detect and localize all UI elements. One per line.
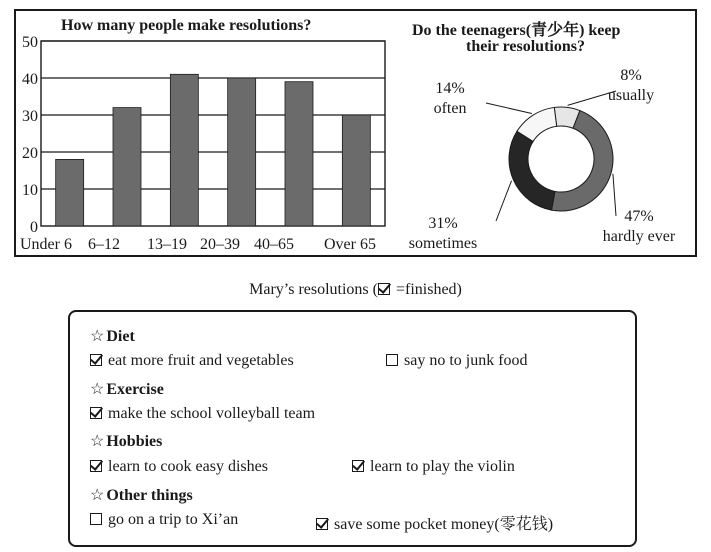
y-tick-label: 30 <box>22 108 38 125</box>
resolution-text: say no to junk food <box>404 352 528 369</box>
checked-box-icon <box>90 460 102 472</box>
star-icon: ☆ <box>90 487 105 504</box>
leader-line <box>613 174 616 216</box>
x-tick-label: 40–65 <box>254 236 294 253</box>
category-heading <box>90 485 193 505</box>
y-tick-label: 50 <box>22 34 38 51</box>
resolutions-list <box>68 310 637 547</box>
slice-name-label: often <box>433 100 467 117</box>
resolution-item <box>90 405 315 423</box>
checked-box-icon <box>352 460 364 472</box>
x-tick-label: 13–19 <box>147 236 187 253</box>
checked-box-icon <box>378 283 390 295</box>
donut-chart <box>16 11 699 259</box>
x-tick-label: Over 65 <box>324 236 376 253</box>
slice-name-label: hardly ever <box>602 228 676 245</box>
category-heading <box>90 379 164 399</box>
donut-slice <box>509 131 555 210</box>
resolutions-caption <box>0 281 711 299</box>
checked-box-icon <box>316 518 328 530</box>
caption-suffix: =finished) <box>391 281 462 298</box>
y-tick-label: 40 <box>22 71 38 88</box>
category-heading <box>90 431 162 451</box>
caption-prefix: Mary’s resolutions ( <box>249 281 378 298</box>
chart-panel <box>14 9 697 257</box>
slice-percent-label: 31% <box>428 215 458 232</box>
slice-name-label: sometimes <box>408 235 478 252</box>
resolution-text: make the school volleyball team <box>108 405 316 422</box>
leader-line <box>486 103 532 114</box>
y-tick-label: 0 <box>30 219 38 236</box>
resolution-item <box>90 511 238 529</box>
x-tick-label: 6–12 <box>88 236 120 253</box>
resolution-text: go on a trip to Xi’an <box>108 511 239 528</box>
empty-checkbox-icon <box>90 513 102 525</box>
leader-line <box>496 181 512 221</box>
checked-box-icon <box>90 407 102 419</box>
resolution-text: learn to cook easy dishes <box>108 458 268 475</box>
star-icon: ☆ <box>90 433 105 450</box>
donut-chart-title-line1: Do the teenagers(青少年) keep <box>412 22 621 39</box>
star-icon: ☆ <box>90 381 105 398</box>
y-tick-label: 10 <box>22 182 38 199</box>
category-name: Diet <box>106 328 135 345</box>
resolution-item <box>90 458 268 476</box>
category-name: Other things <box>106 487 193 504</box>
star-icon: ☆ <box>90 328 105 345</box>
slice-name-label: usually <box>607 87 655 104</box>
category-heading <box>90 326 135 346</box>
category-name: Exercise <box>106 381 164 398</box>
resolution-item <box>316 511 553 534</box>
bar-chart-title: How many people make resolutions? <box>61 17 312 34</box>
checked-box-icon <box>90 354 102 366</box>
resolution-text: learn to play the violin <box>370 458 515 475</box>
resolution-item <box>352 458 515 476</box>
empty-checkbox-icon <box>386 354 398 366</box>
x-tick-label: 20–39 <box>200 236 240 253</box>
resolution-text: save some pocket money(零花钱) <box>334 516 554 533</box>
slice-percent-label: 8% <box>620 67 642 84</box>
slice-percent-label: 14% <box>435 80 465 97</box>
resolution-item <box>90 352 294 370</box>
x-tick-label: Under 6 <box>20 236 72 253</box>
y-tick-label: 20 <box>22 145 38 162</box>
donut-chart-title-line2: their resolutions? <box>466 38 585 55</box>
resolution-text: eat more fruit and vegetables <box>108 352 294 369</box>
category-name: Hobbies <box>106 433 163 450</box>
slice-percent-label: 47% <box>624 208 654 225</box>
resolution-item <box>386 352 528 370</box>
